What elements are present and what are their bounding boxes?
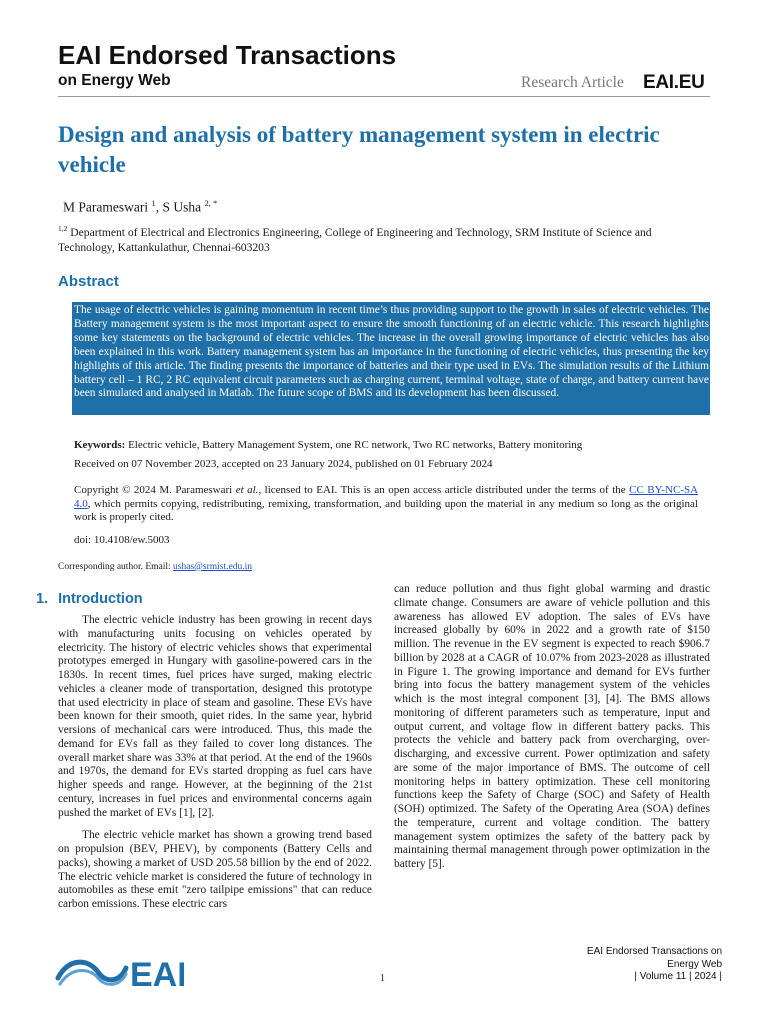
author-list bbox=[63, 198, 217, 216]
journal-subtitle: on Energy Web bbox=[58, 72, 171, 89]
copyright-text: , which permits copying, redistributing, remixing, transformation, and building upon the material in any medium so long as the original work is properly cited. bbox=[74, 497, 698, 524]
header-divider bbox=[58, 96, 710, 97]
section-number: 1. bbox=[36, 591, 49, 607]
footer-journal-name: Energy Web bbox=[667, 958, 722, 970]
article-type-label: Research Article bbox=[521, 74, 624, 91]
copyright-notice bbox=[74, 484, 698, 525]
footer-logo-text: EAI bbox=[130, 956, 184, 992]
author-separator: , bbox=[155, 199, 163, 215]
eai-eu-brand[interactable]: EAI.EU bbox=[643, 72, 705, 93]
corresponding-email-link[interactable]: ushas@srmist.edu.in bbox=[173, 562, 252, 572]
body-paragraph: can reduce pollution and thus fight global warming and drastic climate change. Consumers are aware of vehicle pollution and this awareness has allowed EV adoption. The sales of EVs have increased globally by 60% in 2022 and a growth rate of $150 million. The revenue in the EV segment is expected to reach $906.7 billion by 2028 at a CAGR of 10.07% from 2023-2028 as illustrated in Figure 1. The growing importance and demand for EVs further bring into focus the battery management system of the vehicles which is the most integral component [3], [4]. The BMS allows monitoring of different parameters such as temperature, input and output current, and voltage flow in different battery packs. This protects the vehicle and battery pack from overcharging, over-discharging, and excessive current. Power optimization and safety are some of the major importance of BMS. The outcome of cell monitoring helps in battery optimization. These cell monitoring functions keep the Safety of Charge (SOC) and Safety of Health (SOH) optimized. The Safety of the Operating Area (SOA) defines the temperature, current and voltage condition. The battery management system optimizes the safety of the battery pack by maintaining thermal management through power optimization in the battery [5]. bbox=[394, 583, 710, 870]
author-name: S Usha bbox=[162, 199, 202, 215]
footer-journal-name: EAI Endorsed Transactions on bbox=[586, 946, 722, 957]
corresponding-label: Corresponding author. Email: bbox=[58, 562, 174, 572]
copyright-text: , licensed to EAI. This is an open access article distributed under the terms of the bbox=[258, 484, 630, 496]
affiliation bbox=[58, 221, 708, 256]
journal-title: EAI Endorsed Transactions bbox=[58, 40, 397, 70]
abstract-text: The usage of electric vehicles is gaining momentum in recent time’s thus providing support to the growth in sales of electric vehicles. The Battery management system is the most important aspect to ensure the smooth functioning of an electric vehicle. This research highlights some key statements on the background of electric vehicles. The increase in the overall growing importance of electric vehicles has also been explained in this work. Battery management system has an importance in the functioning of electric vehicles, thus presenting the key highlights of this article. The finding presents the importance of batteries and their type used in EVs. The simulation results of the Lithium battery cell – 1 RC, 2 RC equivalent circuit parameters such as charging current, terminal voltage, state of charge, and battery current have been simulated and analysed in Matlab. The future scope of BMS and its development has been discussed. bbox=[74, 304, 709, 400]
keywords-label: Keywords: bbox=[74, 439, 126, 451]
body-paragraph: The electric vehicle market has shown a growing trend based on propulsion (BEV, PHEV), by components (Battery Cells and packs), showing a market of USD 205.58 billion by the end of 2022. The electric vehicle market is considered the future of technology in automobiles as these emit "zero tailpipe emissions" that can reduce carbon emissions. These electric cars bbox=[58, 829, 372, 910]
paper-title: Design and analysis of battery management system in electric vehicle bbox=[58, 122, 660, 177]
affiliation-text: Department of Electrical and Electronics Engineering, College of Engineering and Technology, SRM Institute of Science and Technology, Kattankulathur, Chennai-603203 bbox=[58, 225, 652, 255]
footer-journal-info bbox=[560, 946, 722, 984]
affiliation-marker: 1,2 bbox=[58, 224, 68, 233]
author-affiliation-marker: 2, * bbox=[204, 198, 218, 208]
license-link[interactable]: CC BY-NC-SA 4.0 bbox=[74, 484, 699, 510]
eai-logo-graphic bbox=[54, 948, 184, 992]
doi: doi: 10.4108/ew.5003 bbox=[74, 534, 170, 546]
right-column bbox=[394, 583, 710, 872]
copyright-etal: et al. bbox=[235, 484, 259, 496]
publication-dates: Received on 07 November 2023, accepted on 23 January 2024, published on 01 February 2024 bbox=[74, 458, 493, 470]
abstract-heading: Abstract bbox=[58, 273, 119, 290]
eai-swoosh-logo-icon bbox=[54, 948, 184, 992]
author-name: M Parameswari bbox=[63, 199, 149, 215]
corresponding-author bbox=[58, 562, 252, 572]
keywords-text: Electric vehicle, Battery Management System, one RC network, Two RC networks, Battery monitoring bbox=[128, 439, 583, 451]
keywords bbox=[74, 438, 714, 452]
section-title: Introduction bbox=[58, 591, 143, 607]
author-affiliation-marker: 1 bbox=[151, 198, 156, 208]
body-paragraph: The electric vehicle industry has been growing in recent days with manufacturing units focusing on vehicles operated by electricity. The history of electric vehicles shows that experimental prototypes emerged in Hungary with gasoline-powered cars in the 1830s. In recent times, fuel prices have surged, making electric vehicles a cleaner mode of transportation, designed this prototype that used electricity in place of steam and gasoline. These EVs have been known for their smooth, quiet rides. In the same year, hybrid versions of mechanical cars were introduced. Thus, this made the demand for EVs fall as they failed to cover long distances. The overall market share was 33% at that period. At the end of the 1960s and 1970s, the demand for EVs started dropping as fuel cars have higher speeds and range. However, at the beginning of the 21st century, increases in fuel prices and environmental concerns again pushed the market of EVs [1], [2]. bbox=[58, 614, 372, 819]
footer-volume: | Volume 11 | 2024 | bbox=[634, 971, 722, 982]
section-heading-introduction bbox=[36, 591, 143, 607]
copyright-text: Copyright © 2024 M. Parameswari bbox=[74, 484, 236, 496]
left-column bbox=[58, 614, 372, 912]
page-number: 1 bbox=[380, 973, 385, 984]
